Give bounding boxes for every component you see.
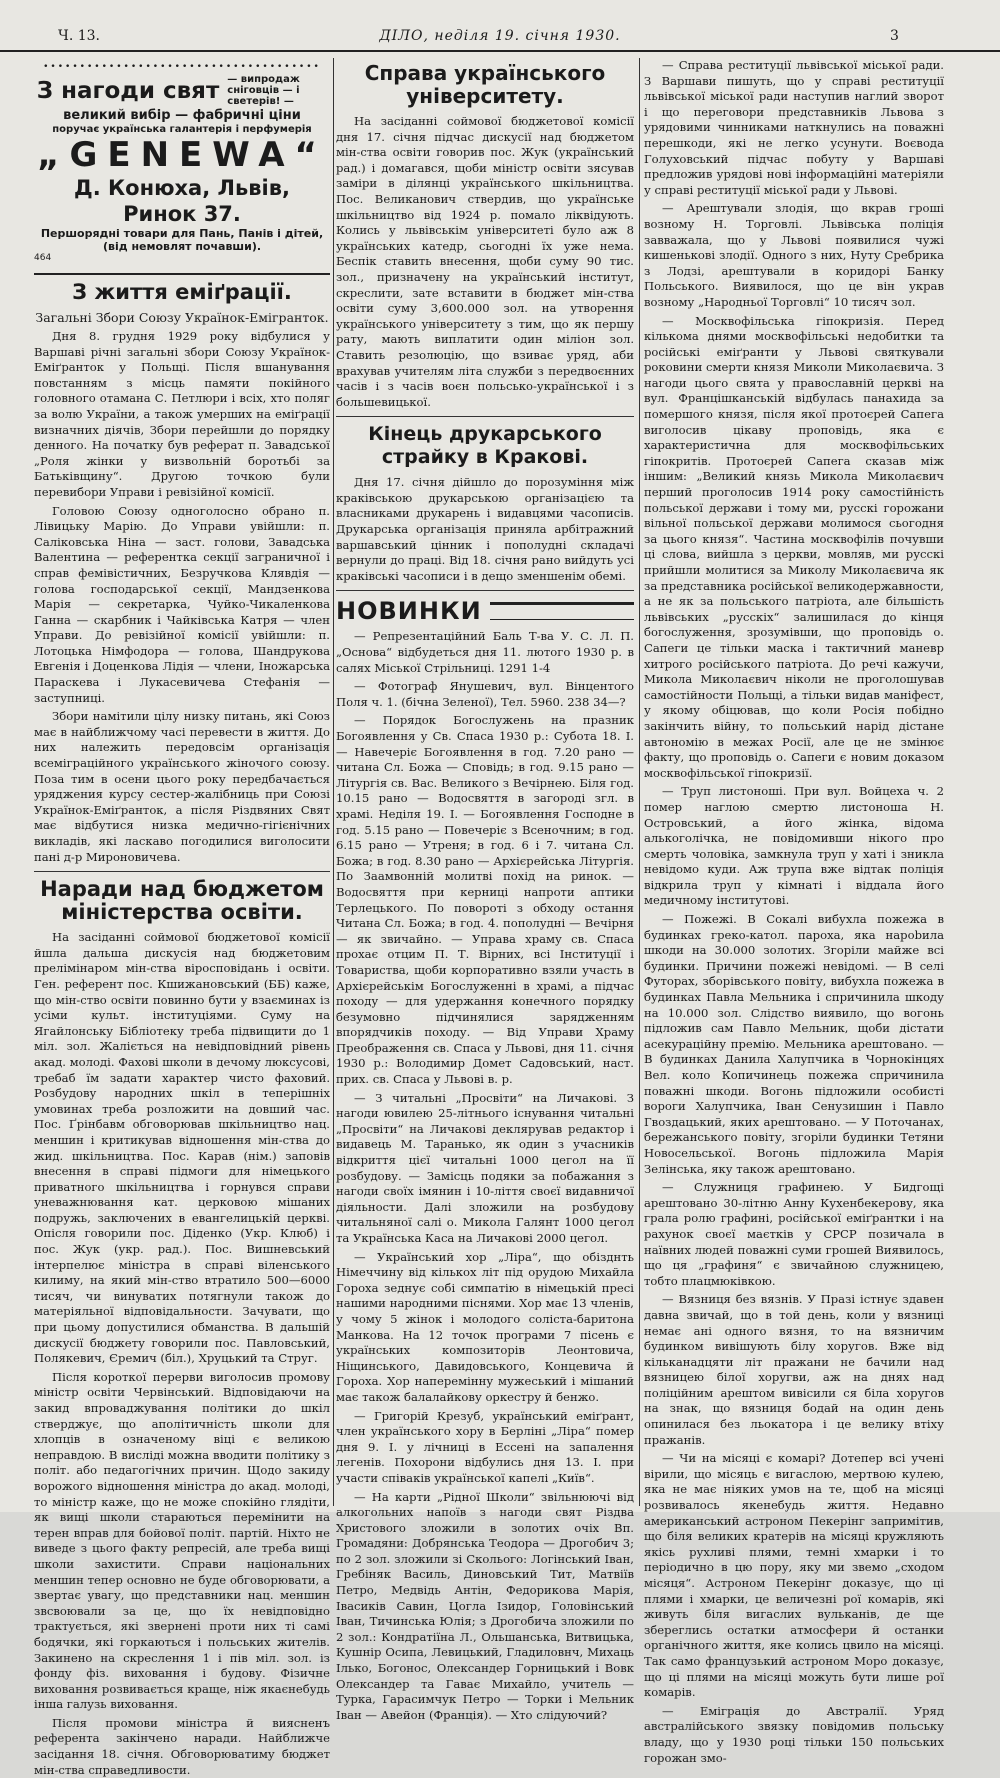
divider [336,416,634,417]
ad-number: 464 [34,253,52,263]
ad-brand: „GENEWA“ [37,135,327,175]
news-item: — Еміграція до Австралії. Уряд австралійського звязку повідомив польську владу, що у 1930 році тільки 150 польських горожан змо- [644,1703,944,1765]
article-title: Наради над бюджетом міністерства освіти. [40,877,324,925]
column-1 [34,58,330,1777]
page-number-right: 3 [890,28,899,44]
ad-line-choice: великий вибір — фабричні ціни [63,108,301,123]
article-paragraph: Збори намітили цілу низку питань, які Союз має в найближчому часі перевести в життя. До них належить передовсім організація всеміграційного українського жіночого союзу. Поза тим в осени цього року передбачається уряджения курсу сестер-жалібниць при Союзі Українок-Еміґранток, а після Різдвяних Свят має відбутися низка медично-гігієнічних викладів, які ласкаво погодилися виголосити пані д-р Мироновичева. [34,709,330,864]
news-item: — Труп листоноші. При вул. Войцеха ч. 2 помер наглою смертю листоноша Н. Островський, а його жінка, відома алькоголічка, не повідомивши нікого про смерть чоловіка, замкнула труп у хаті і зникла невідомо куди. Аж трупа вже відтак поліція відкрила труп у кімнаті і віддала його медичному інститутові. [644,784,944,908]
news-section-header [336,597,634,625]
article-paragraph: На засіданні соймової бюджетової комісії йшла дальша дискусія над бюджетовим прелімінаром мін-ства віросповідань і освіти. Ген. референт пос. Кшижановський (ББ) каже, що мін-ство освіти повинно бути у взаєминах із усіми культ. інституціями. Суму на Ягайлонську Бібліотеку треба підвищити до 1 міл. зол. Жаліється на невідповідний рівень акад. молоді. Фахові школи в дечому люксусові, требаб їм задати характер чисто фаховий. Розбудову народних шкіл в теперішніх умовинах треба розложити на довший час. Пос. Ґрінбавм обговорював шкільництво нац. меншин і критикував відношення мін-ства до жид. шкільництва. Пос. Карав (нім.) заповів внесення в справі підмоги для німецького приватного шкільництва і горнувся справи уневажнювання кат. церковою мішаних подружь, заключених в евангелицькій церкві. Опісля говорили пос. Діденко (Укр. Клюб) і пос. Жук (укр. рад.). Пос. Вишневський інтерпелює міністра в справі віленського килиму, на який мін-ство втратило 500—6000 тисяч, чи винуватих потягнули також до матеріяльної відповідальности. Зачувати, що при цьому допустилися обманства. В дальшій дискусії бюджету говорили пос. Павловський, Полякевич, Єремич (біл.), Хруцький та Струг. [34,930,330,1366]
news-item: — Фотограф Янушевич, вул. Вінцентого Поля ч. 1. (бічна Зеленої), Тел. 5960. 238 34—? [336,679,634,709]
article-title: З життя еміґрації. [72,280,292,304]
article-paragraph: Після короткої перерви виголосив промову міністр освіти Червінський. Відповідаючи на закид впроваджування політики до шкіл стверджує, що аполітичність школи для хлопців в означеному віці є великою неправдою. В висліді можна вводити політику з політ. або педагогічних причин. Щодо закиду ворожого відношення міністра до акад. молоді, то міністр каже, що не може спокійно глядіти, як вищі школи стараються перемінити на терен вправ для бойової політ. партій. Ніхто не виведе з цього факту репресій, але треба вищі школи захистити. Справи національних меншин тепер основно не буде обговорювати, а звертає увагу, що представники нац. меншин звсвоювали за це, що їх невідповідно трактується, які звернені проти них ті самі бодячки, які горкаються і польських жителів. Закинено на скреслення 1 і пів міл. зол. із фонду фіз. виховання і будову. Фізичне виховання розвивається краще, ніж якаєнебудь інша галузь виховання. [34,1369,330,1712]
divider [34,273,330,275]
article-paragraph: На засіданні соймової бюджетової комісії дня 17. січня підчас дискусії над бюджетом мін-ства освіти говорив пос. Жук (український рад.) і домагався, щоби міністр освіти зясував заміри в ділянці українського шкільництва. Пос. Великанович ствердив, що українське шкільництво від 1924 р. помало ліквідують. Колись у львівськім університеті було аж 8 українських катедр, сьогодні їх уже нема. Беспік ставить внесення, щоби суму 90 тис. зол., призначену на український інститут, скреслити, зате вставити в бюджет мін-ства освіти суму 3,600.000 зол. на утворення українського університету з тим, що як першу рату, мають виплатити один міліон зол. Ставить резолюцію, що взиває уряд, аби врахував учителям літа служби з передвоєнних часів і з часів воєн польсько-української і з большевицької. [336,114,634,409]
news-section-bar [490,602,634,620]
news-item: — Український хор „Ліра“, що обізднть Німеччину від кількох літ під орудою Михайла Гороха зеднує собі симпатію в німецькій пресі нашими народними піснями. Хор має 13 членів, у чому 5 жінок і молодого соліста-баритона Манкова. На 12 точок програми 7 пісень є українських композиторів Леонтовича, Ніщинського, Давидовського, Концевича й Гороха. Хор наперемінну мужеський і мішаний має також балалайкову оркестру й бенжо. [336,1249,634,1404]
news-item: — Григорій Крезуб, український еміґрант, член українського хору в Берліні „Ліра“ помер дня 9. І. у лічниці в Ессені на запалення легенів. Похорони відбулись дня 13. І. при участи співаків української капелі „Київ“. [336,1408,634,1485]
news-item: — Репрезентаційний Баль Т-ва У. С. Л. П. „Основа“ відбудеться дня 11. лютого 1930 р. в салях Міської Стрільниці. 1291 1-4 [336,629,634,675]
news-item: — На карти „Рідної Школи“ звільнюючі від алкогольних напоїв з нагоди свят Різдва Христового зложили в золотих очіх Вп. Громадяни: Добрянська Теодора — Дрогобич 3; по 2 зол. зложили зі Сколього: Логінський Іван, Гребіняк Василь, Диновський Тит, Матвіїв Петро, Медвідь Антін, Федорикова Марія, Івасиків Савин, Цогла Ізидор, Головінський Іван, Тичинська Юлія; з Дрогобича зложили по 2 зол.: Кондратіїна Л., Ольшанська, Витвицька, Кушнір Осипа, Левицький, Гладиловнч, Михаць Ілько, Богонос, Олександер Горницький і Вовк Олександер та Гаває Михайло, учитель — Турка, Гарасимчук Петро — Торки і Мельник Іван — Авейон (Франція). — Хто слідуючий? [336,1489,634,1722]
masthead: ДІЛО, неділя 19. січня 1930. [379,28,621,44]
column-divider [639,58,640,1506]
advertisement-genewa [34,58,330,267]
news-item: — Вязниця без вязнів. У Празі істнує здавен давна звичай, що в той день, коли у вязниці немає ані одного вязня, то на вязничим будинком вивішують білу хоругов. Вже від кільканадцяти літ пражани не бачили над вязницею білої хоругви, аж на днях над поліційним арештом вивісили ся біла хоругов на знак, що вязниця бодай на один день опинилася без льокатора і це велику втіху пражанів. [644,1292,944,1447]
article-paragraph: Дня 8. грудня 1929 року відбулися у Варшаві річні загальні збори Союзу Українок-Еміґранток у Польщі. Після вшанування повстанням з місць памяти покійного головного отамана С. Петлюри і всіх, хто поляг за волю України, а також умерших на еміґрації визначних діячів, Збори перейшли до порядку денного. На початку був реферат п. Завадської „Роля жінки у визвольній боротьбі за Батьківщину“. Другою точкою були перевибори Управи і ревізійної комісії. [34,329,330,499]
ad-headline: З нагоди свят [36,77,220,104]
news-item: — Пожежі. В Сокалі вибухла пожежа в будинках греко-катол. пароха, яка нарobила шкоди на 30.000 золотих. Згоріли майже всі будинки. Причини пожежі невідомі. — В селі Футорах, зборівського повіту, вибухла пожежа в будинках Павла Мельника і спричинила шкоду на 10.000 зол. Слідство виявило, що вогонь підложив сам Павло Мельник, щоби дістати асекураційну премію. Мельника арештовано. — В будинках Данила Халупчика в Чорнокінцях Вел. коло Копичинець пожежа спричинила поважні шкоди. Вогонь підложили особисті вороги Халупчика, Іван Сенузишин і Павло Гвоздацький, яких арештовано. — У Поточанах, бережанського повіту, згоріли будинки Тетяни Новосельської. Вогонь підложила Марія Зелінська, яку також арештовано. [644,912,944,1176]
column-3 [644,58,944,1765]
ad-line-recommends: поручає українська галантерія і перфумерія [52,124,312,135]
news-item: — З читальні „Просвіти“ на Личакові. З нагоди ювилею 25-літнього існування читальні „Просвіти“ на Личакові деклярував редактор і видавець М. Таранько, як один з учасників відкриття цієї читальні 1000 цегол на її розбудову. — Замісць подяки за побажання з нагоди своїх імянин і 10-ліття своєї видавничої діяльности. Далі зложили на розбудову читальняної салі о. Микола Галянт 1000 цегол та Українська Каса на Личакові 2000 цегол. [336,1090,634,1245]
page-header [0,28,1000,52]
article-paragraph: Дня 17. січня дійшло до порозуміння між краківською друкарською організацією та власниками друкарень і видавцями часописів. Друкарська організація приняла арбітражний варшавський цінник і пополудні складачі вернули до праці. Від 18. січня рано вийдуть усі краківські часописи і в дещо зменшенім обемі. [336,475,634,583]
news-item: — Порядок Богослужень на празник Богоявлення у Св. Спаса 1930 р.: Субота 18. І. — Навечеріє Богоявлення в год. 7.20 рано — читана Сл. Божа — Сповідь; в год. 9.15 рано — Літургія св. Вас. Великого з Вечірнею. Біля год. 10.15 рано — Водосвяття в загороді згл. в храмі. Неділя 19. І. — Богоявлення Господне в год. 5.15 рано — Повечеріє з Всеночним; в год. 6.15 рано — Утреня; в год. 6 і 7. читана Сл. Божа; в год. 8.30 рано — Архієрейська Літургія. По Заамвонній молитві похід на ринок. — Водосвяття при керниці напроти аптики Терлецького. По повороті з обходу остання Читана Сл. Божа; в год. 4. пополудні — Вечірня — як звичайно. — Управа храму св. Спаса прохає отцим П. Т. Вірних, всі Інституції і Товариства, щоби корпоративно взяли участь в Архієрейськім Богослуженні в храмі, а підчас походу — для удержання конечного порядку безумовно підчинялися зарядженням впорядчиків походу. — Від Управи Храму Преображення св. Спаса у Львові, дня 11. січня 1930 р.: Володимир Домет Садовський, наст. прих. св. Спаса у Львові в. р. [336,713,634,1087]
page-number-left: Ч. 13. [58,28,100,44]
column-divider [333,58,334,1506]
article-title: Кінець друкарського страйку в Кракові. [368,423,602,469]
column-2 [336,58,634,1722]
divider [34,871,330,872]
news-item: — Служниця графинею. У Бидгощі арештовано 30-літню Анну Кухенбекерову, яка грала ролю графині, російської еміґрантки і на рахунок своєї маєтків у СРСР позичала в наївних людей поважні суми грошей Виявилось, що ця „графиня“ є звичайною служницею, тобто плацмюківкою. [644,1180,944,1288]
ad-address: Д. Конюха, Львів, Ринок 37. [74,176,290,226]
article-paragraph: Головою Союзу одноголосно обрано п. Лівицьку Марію. До Управи увійшли: п. Саліковська Ніна — заст. голови, Завадська Валентина — референтка секції заграничної і справ фемівістичних, Безручкова Клявдія — голова господарської секції, Мандзенкова Марія — секретарка, Чуйко-Чикаленкова Ганна — скарбник і Чайківська Катря — член Управи. До ревізійної комісії увійшли: п. Лотоцька Німфодора — голова, Шандрукова Евгенія і Доценкова Лідія — члени, Іножарська Параскева і Лукасевичева Стефанія — заступниці. [34,503,330,705]
ad-footer: Першорядні товари для Пань, Панів і дітей, (від немовлят почавши). [40,227,324,253]
article-paragraph: Після промови міністра й виясненъ референта закінчено наради. Найближче засідання 18. січня. Обговорюватиму бюджет мін-ства справедливости. [34,1715,330,1777]
ad-sale-note: — випродаж сніговців — і светерів! — [227,74,300,107]
news-item: — Арештували злодія, що вкрав гроші возному Н. Торговлі. Львівська поліція завважала, що у Львові появилися чужі кишенькові злодії. Одного з них, Нуту Сребрика з Лодзі, арештували в коридорі Банку Польського. Виявилося, що це він украв возному „Народньої Торговлі“ 10 тисяч зол. [644,201,944,309]
news-item: — Москвофільська гіпокризія. Перед кількома днями москвофільські недобитки та російські еміґранти у Львові святкували роковини смерти князя Миколи Миколаєвича. З нагоди цього свята у православній церкві на вул. Францішканській відбулась панахида за помершого князя, після якої протоєрей Сапега виголосив цікаву проповідь, яка є характеристична для москвофільських гіпокритів. Протоєрей Сапега сказав між іншим: „Великий князь Микола Миколаєвич перший проголосив 1914 року самостійність польської держави і тому ми, русскі горожани вільної польської держави молимося сьогодня за цього князя“. Частина москвофілів почувши ці слова, вийшла з церкви, мовляв, ми русскі прийшли молитися за Миколу Миколаєвича як за представника російської великодержавности, а не як за польського патріота, але більшість львівських „русскіх“ залишилася до кінця богослуження, зрозумівши, що проповідь о. Сапеги це тільки маска і тактичний маневр хитрого російського патріота. До речі кажучи, Микола Миколаєвич ніколи не проголошував самостійности Польщі, а тільки видав маніфест, у якому обіцював, що коли Росія побідно закінчить війну, то польський нарід дістане автономію в межах Росії, але це не змінює факту, що проповідь о. Сапеги є новим доказом москвофільської гіпокризії. [644,313,944,780]
article-title: Справа українського університету. [364,61,606,108]
news-item: — Справа реституції львівської міської ради. З Варшави пишуть, що у справі реституції львівської міської ради наступив наглий зворот і що переговори представників Львова з урядовими чинниками наткнулись на поважні перешкоди, які не легко усунути. Воєвода Голуховський підчас побуту у Варшаві предложив урядові нові інформаційні матеріяли у справі реституції міської ради у Львові. [644,58,944,197]
news-item: — Чи на місяці є комарі? Дотепер всі учені вірили, що місяць є вигаслою, мертвою кулею, яка не має ніяких умов на те, щоб на місяці розвивалось якенебудь життя. Недавно американський астроном Пекерінг запримітив, що біля великих кратерів на місяці кружляють якісь рухливі плями, темні хмарки і то періодично в цю пору, яку ми звемо „сходом місяця“. Астроном Пекерінг доказує, що ці плями і хмарки, це величезні рої комарів, які живуть біля вигаслих вульканів, де ще збереглись остатки атмосфери й останки органічного життя, яке колись цвило на місяці. Так само французький астроном Моро доказує, що ці плями на місяці можуть бути лише рої комарів. [644,1451,944,1700]
news-section-title: НОВИНКИ [336,597,482,626]
ad-dots: •••••••••••••••••••••••••••••••••••••• [43,62,321,72]
divider [336,590,634,591]
article-subtitle: Загальні Збори Союзу Українок-Емігранток. [35,310,329,325]
